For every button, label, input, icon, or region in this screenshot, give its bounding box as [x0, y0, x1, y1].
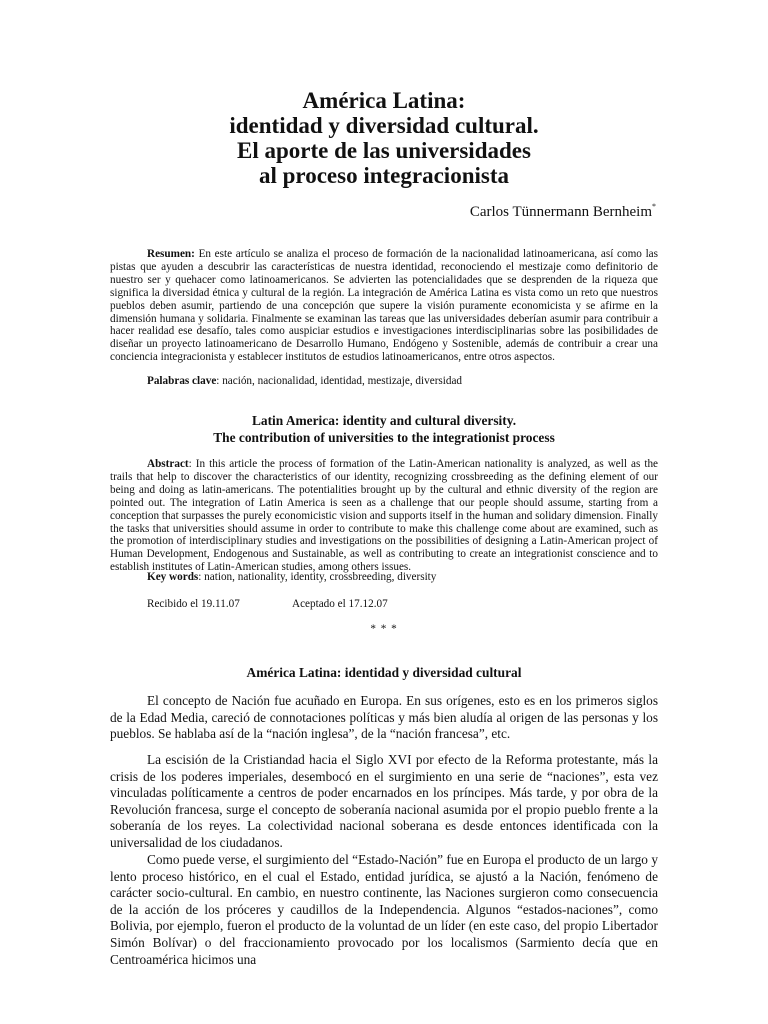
palabras-clave	[147, 375, 462, 388]
resumen-text: En este artículo se analiza el proceso de formación de la nacionalidad latinoamericana, así como las pistas que ayuden a descubrir las características de nuestra identidad, reconociendo el mestizaje como definitorio de nuestro ser y quehacer como latinoamericanos. Se advierten las potencialidades que se desprenden de la riqueza que significa la diversidad étnica y cultural de la región. La integración de América Latina es vista como un reto que nuestros pueblos deben asumir, partiendo de una concepción que supere la visión puramente economicista y se afirme en la dimensión humana y solidaria. Finalmente se examinan las tareas que las universidades deberían asumir para contribuir a hacer realidad ese desafío, tales como auspiciar estudios e investigaciones interdisciplinarias sobre las posibilidades de diseñar un proyecto latinoamericano de Desarrollo Humano, Endógeno y Sostenible, además de contribuir a crear una conciencia integracionista y establecer institutos de estudios latinoamericanos, entre otros aspectos.	[110, 248, 658, 364]
body-paragraph: El concepto de Nación fue acuñado en Europa. En sus orígenes, esto es en los primeros siglos de la Edad Media, careció de connotaciones políticas y más bien aludía al origen de las personas y los pueblos. Se hablaba así de la “nación inglesa”, de la “nación francesa”, etc.	[110, 693, 658, 742]
key-words-label: Key words	[147, 571, 199, 583]
dates-line	[147, 598, 388, 610]
body-paragraph: La escisión de la Cristiandad hacia el Siglo XVI por efecto de la Reforma protestante, más la crisis de los poderes imperiales, desembocó en el surgimiento en una serie de “naciones”, esta vez vinculadas políticamente a centros de poder encarnados en los príncipes. Más tarde, y por obra de la Revolución francesa, surge el concepto de soberanía nacional asumida por el propio pueblo frente a la soberanía de los reyes. La colectividad nacional soberana es desde entonces identificada con la universalidad de los ciudadanos.	[110, 752, 658, 850]
english-title-line: The contribution of universities to the integrationist process	[213, 430, 555, 445]
section-separator: * * *	[370, 623, 398, 635]
abstract-paragraph	[110, 458, 658, 574]
title-line: El aporte de las universidades	[237, 138, 531, 163]
article-title	[0, 88, 768, 188]
abstract-text: : In this article the process of formation of the Latin-American nationality is analyzed, as well as the trails that help to discover the characteristics of our identity, recognizing crossbreeding as the defining element of our being and doing as latin-americans. The potentialities brought up by the cultural and ethnic diversity of the region are pointed out. The integration of Latin America is seen as a challenge that our people should assume, starting from a conception that surpasses the purely economicistic vision and supports itself in the human and solidary dimension. Finally the tasks that universities should assume in order to contribute to make this challenge come about are examined, such as the promotion of interdisciplinary studies and investigations on the possibilities of designing a Latin-American project of Human Development, Endogenous and Sustainable, as well as contributing to create an integrationist conscience and to establish institutes of Latin-American studies, among others issues.	[110, 458, 658, 574]
author-name-text: Carlos Tünnermann Bernheim	[469, 204, 652, 220]
palabras-clave-label: Palabras clave	[147, 375, 217, 387]
author-footnote-mark: *	[652, 202, 656, 211]
english-title-line: Latin America: identity and cultural diversity.	[251, 413, 517, 428]
palabras-clave-text: : nación, nacionalidad, identidad, mestizaje, diversidad	[216, 375, 463, 387]
received-date: Recibido el 19.11.07	[147, 598, 240, 610]
title-line: identidad y diversidad cultural.	[229, 113, 539, 138]
accepted-date: Aceptado el 17.12.07	[292, 598, 388, 610]
title-line: América Latina:	[302, 88, 466, 113]
abstract-label: Abstract	[147, 458, 189, 470]
section-heading: América Latina: identidad y diversidad cultural	[246, 665, 522, 680]
author-name	[470, 202, 656, 221]
english-title	[0, 412, 768, 446]
key-words-text: : nation, nationality, identity, crossbreeding, diversity	[198, 571, 437, 583]
resumen-paragraph	[110, 248, 658, 364]
resumen-label: Resumen:	[147, 248, 195, 260]
body-paragraph: Como puede verse, el surgimiento del “Estado-Nación” fue en Europa el producto de un largo y lento proceso histórico, en el cual el Estado, entidad jurídica, se ajustó a la Nación, fenómeno de carácter socio-cultural. En cambio, en nuestro continente, las Naciones surgieron como consecuencia de la acción de los próceres y caudillos de la Independencia. Algunos “estados-naciones”, como Bolivia, por ejemplo, fueron el producto de la voluntad de un líder (en este caso, del propio Libertador Simón Bolívar) o del fraccionamiento provocado por los localismos (Sarmiento decía que en Centroamérica hicimos una	[110, 852, 658, 967]
title-line: al proceso integracionista	[259, 163, 509, 188]
key-words	[147, 571, 436, 584]
